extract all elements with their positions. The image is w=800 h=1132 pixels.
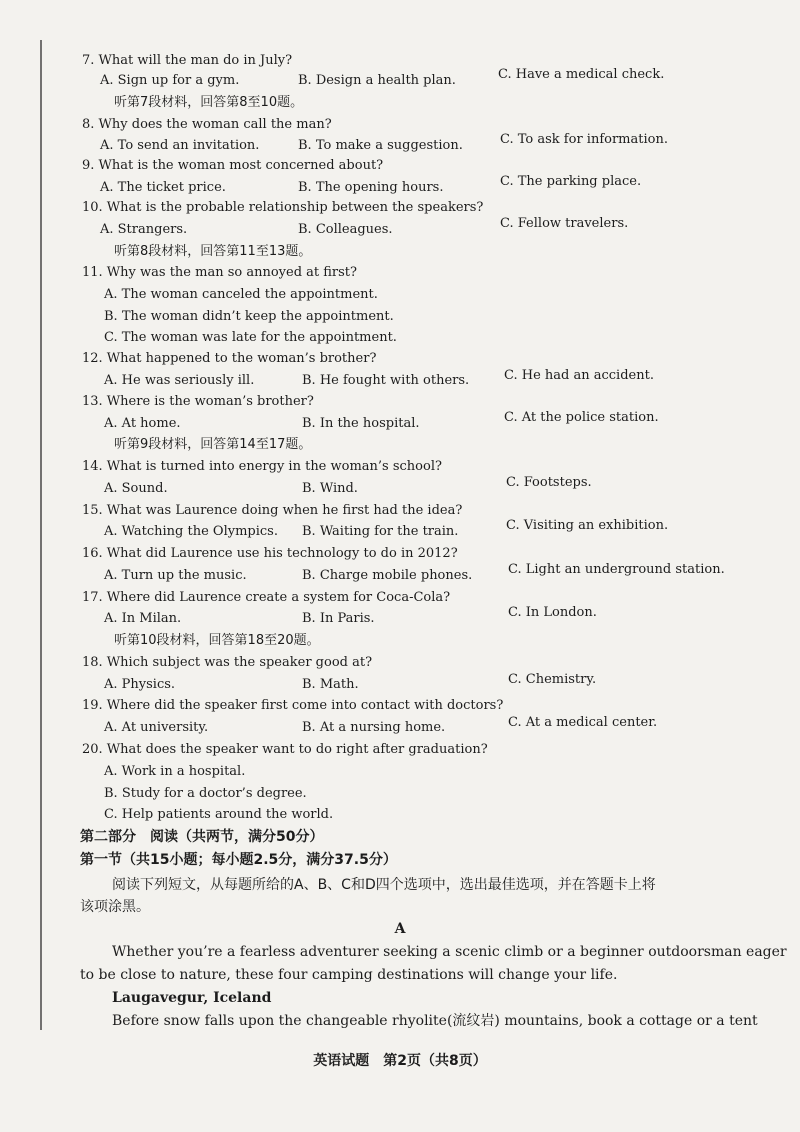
q15-option-a: A. Watching the Olympics. [104,524,278,539]
question-20: 20. What does the speaker want to do right after graduation? [82,742,488,757]
q15-option-c: C. Visiting an exhibition. [506,518,669,533]
instruction-seg10: 听第10段材料，回答第18至20题。 [114,633,320,648]
q14-option-b: B. Wind. [302,481,358,496]
q12-option-c: C. He had an accident. [504,368,654,383]
q18-option-c: C. Chemistry. [508,672,597,687]
q19-option-a: A. At university. [104,720,209,735]
q8-option-b: B. To make a suggestion. [298,138,463,153]
q16-option-c: C. Light an underground station. [508,562,725,577]
q12-option-b: B. He fought with others. [302,373,470,388]
question-17: 17. Where did Laurence create a system for Coca-Cola? [82,590,451,605]
question-9: 9. What is the woman most concerned about? [82,158,384,173]
q13-option-b: B. In the hospital. [302,416,420,431]
question-10: 10. What is the probable relationship between the speakers? [82,200,484,215]
question-14: 14. What is turned into energy in the woman’s school? [82,459,442,474]
question-18: 18. Which subject was the speaker good at? [82,655,373,670]
question-16: 16. What did Laurence use his technology to do in 2012? [82,546,458,561]
q20-option-b: B. Study for a doctor’s degree. [104,786,307,801]
question-13: 13. Where is the woman’s brother? [82,394,314,409]
q16-option-a: A. Turn up the music. [104,568,247,583]
q15-option-b: B. Waiting for the train. [302,524,459,539]
q7-option-a: A. Sign up for a gym. [100,73,240,88]
question-11: 11. Why was the man so annoyed at first? [82,265,358,280]
instruction-seg9: 听第9段材料，回答第14至17题。 [114,437,312,452]
para2-line-1: Before snow falls upon the changeable rhyolite(流纹岩) mountains, book a cottage or a tent [112,1013,758,1029]
q18-option-b: B. Math. [302,677,359,692]
q11-option-c: C. The woman was late for the appointment. [104,330,397,345]
part2-heading: 第二部分 阅读（共两节，满分50分） [80,829,324,845]
q19-option-b: B. At a nursing home. [302,720,446,735]
question-8: 8. Why does the woman call the man? [82,117,332,132]
q9-option-a: A. The ticket price. [100,180,226,195]
q12-option-a: A. He was seriously ill. [104,373,255,388]
q17-option-a: A. In Milan. [104,611,182,626]
q14-option-a: A. Sound. [104,481,168,496]
binding-margin-line [40,40,42,1030]
passage-label: A [394,921,406,937]
question-19: 19. Where did the speaker first come into contact with doctors? [82,698,504,713]
directions-line-2: 该项涂黑。 [80,899,150,915]
q7-option-c: C. Have a medical check. [498,67,665,82]
q20-option-a: A. Work in a hospital. [104,764,246,779]
q13-option-a: A. At home. [104,416,181,431]
page-footer: 英语试题 第2页（共8页） [313,1053,487,1069]
section1-heading: 第一节（共15小题；每小题2.5分，满分37.5分） [80,852,397,868]
subheading-laugavegur: Laugavegur, Iceland [112,990,272,1006]
para1-line-1: Whether you’re a fearless adventurer seeking a scenic climb or a beginner outdoorsman eager [112,944,787,960]
q18-option-a: A. Physics. [104,677,176,692]
q13-option-c: C. At the police station. [504,410,659,425]
q11-option-a: A. The woman canceled the appointment. [104,287,378,302]
instruction-seg7: 听第7段材料，回答第8至10题。 [114,95,304,110]
instruction-seg8: 听第8段材料，回答第11至13题。 [114,244,312,259]
q8-option-a: A. To send an invitation. [100,138,260,153]
q20-option-c: C. Help patients around the world. [104,807,334,822]
q16-option-b: B. Charge mobile phones. [302,568,473,583]
q9-option-b: B. The opening hours. [298,180,444,195]
q17-option-c: C. In London. [508,605,597,620]
q10-option-c: C. Fellow travelers. [500,216,629,231]
question-7: 7. What will the man do in July? [82,53,293,68]
q17-option-b: B. In Paris. [302,611,375,626]
q7-option-b: B. Design a health plan. [298,73,456,88]
q9-option-c: C. The parking place. [500,174,642,189]
question-15: 15. What was Laurence doing when he first had the idea? [82,503,463,518]
para1-line-2: to be close to nature, these four camping destinations will change your life. [80,967,618,983]
question-12: 12. What happened to the woman’s brother? [82,351,377,366]
q10-option-b: B. Colleagues. [298,222,393,237]
q8-option-c: C. To ask for information. [500,132,668,147]
q19-option-c: C. At a medical center. [508,715,658,730]
q14-option-c: C. Footsteps. [506,475,592,490]
directions-line-1: 阅读下列短文，从每题所给的A、B、C和D四个选项中，选出最佳选项，并在答题卡上将 [112,877,656,893]
q10-option-a: A. Strangers. [100,222,188,237]
q11-option-b: B. The woman didn’t keep the appointment. [104,309,394,324]
